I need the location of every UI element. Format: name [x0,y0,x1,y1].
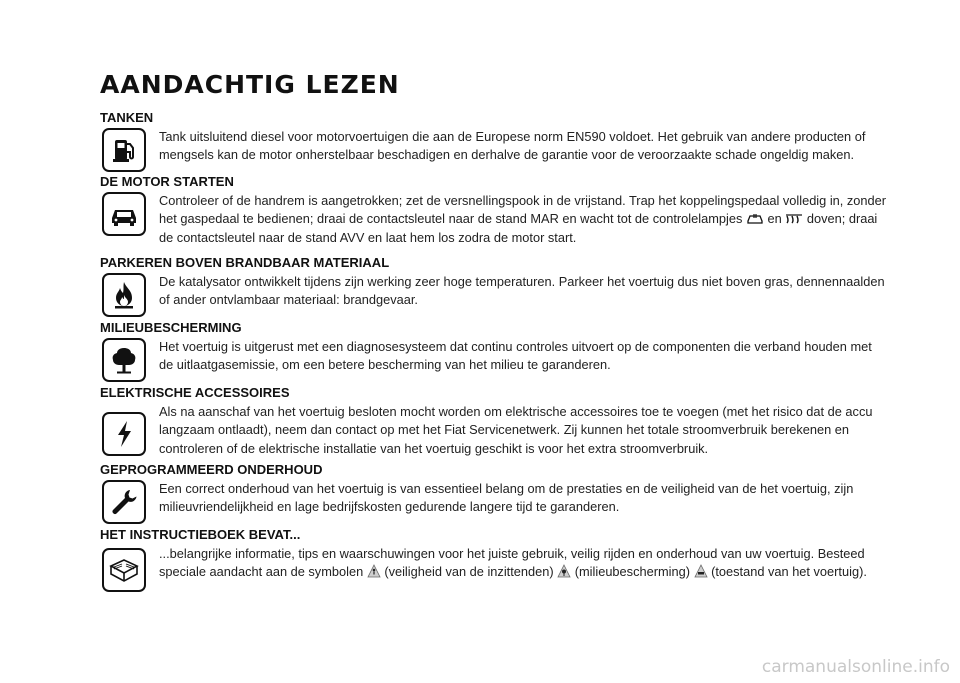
section-heading: TANKEN [100,110,154,125]
section-text: Een correct onderhoud van het voertuig is van essentieel belang om de prestaties en de veiligheid van de het voertuig, zijn milieuvriendelijkheid en lage bedrijfskosten gedurende langere tijd te garanderen. [159,481,854,515]
watermark: carmanualsonline.info [761,657,950,677]
lightning-icon [102,412,146,456]
text-part: (veiligheid van de inzittenden) [384,564,554,580]
flame-icon [102,273,146,317]
occupant-safety-icon [367,564,381,578]
section-heading: MILIEUBESCHERMING [100,320,242,335]
section-tanken [100,110,890,172]
section-heading: PARKEREN BOVEN BRANDBAAR MATERIAAL [100,255,390,270]
wrench-icon [102,480,146,524]
text-part: Controleer of de handrem is aangetrokken; zet de versnellingspook in de vrijstand. Trap het koppelingspedaal volledig in, zonder het gaspedaal te bedienen; draai de contactsleutel naar de stand MAR en wacht tot de controlelampjes [159,193,887,227]
section-motor-starten [100,174,890,247]
section-geprogrammeerd-onderhoud [100,462,890,524]
immobilizer-warning-icon [746,211,764,225]
text-part: doven; draai de contactsleutel naar de stand AVV en laat hem los zodra de motor start. [159,211,878,245]
section-milieubescherming [100,320,890,382]
text-part: (milieubescherming) [574,564,690,580]
section-heading: ELEKTRISCHE ACCESSOIRES [100,385,290,400]
page-title: AANDACHTIG LEZEN [100,70,400,99]
glow-plug-icon [785,213,803,225]
text-part: (toestand van het voertuig). [711,564,867,580]
environment-protection-icon [557,564,571,578]
section-text: Als na aanschaf van het voertuig besloten mocht worden om elektrische accessoires toe te voegen (met het risico dat de accu langzaam ontlaadt), neem dan contact op met het Fiat Servicenetwerk. Zij kunnen het totale stroomverbruik berekenen en controleren of de elektrische installatie van het voertuig geschikt is voor het extra stroomverbruik. [159,404,873,456]
section-instructieboek [100,527,890,592]
tree-icon [102,338,146,382]
open-book-icon [102,548,146,592]
section-heading: DE MOTOR STARTEN [100,174,234,189]
section-text: Het voertuig is uitgerust met een diagnosesysteem dat continu controles uitvoert op de componenten die verband houden met de uitlaatgasemissie, om een betere bescherming van het milieu te garanderen. [159,339,872,373]
section-text: De katalysator ontwikkelt tijdens zijn werking zeer hoge temperaturen. Parkeer het voertuig dus niet boven gras, dennennaalden of ander ontvlambaar materiaal: brandgevaar. [159,274,885,308]
section-parkeren [100,255,890,317]
car-icon [102,192,146,236]
section-heading: HET INSTRUCTIEBOEK BEVAT... [100,527,301,542]
section-text [159,192,889,247]
text-part: en [767,211,782,227]
section-text: Tank uitsluitend diesel voor motorvoertuigen die aan de Europese norm EN590 voldoet. Het gebruik van andere producten of mengsels kan de motor onherstelbaar beschadigen en derhalve de garantie voor de veroorzaakte schade ongeldig maken. [159,129,866,163]
section-text [159,545,889,582]
fuel-pump-icon [102,128,146,172]
section-heading: GEPROGRAMMEERD ONDERHOUD [100,462,323,477]
text-part: ...belangrijke informatie, tips en waarschuwingen voor het juiste gebruik, veilig rijden en onderhoud van uw voertuig. Besteed speciale aandacht aan de symbolen [159,546,865,580]
section-elektrische-accessoires [100,385,890,458]
vehicle-condition-icon [694,564,708,578]
